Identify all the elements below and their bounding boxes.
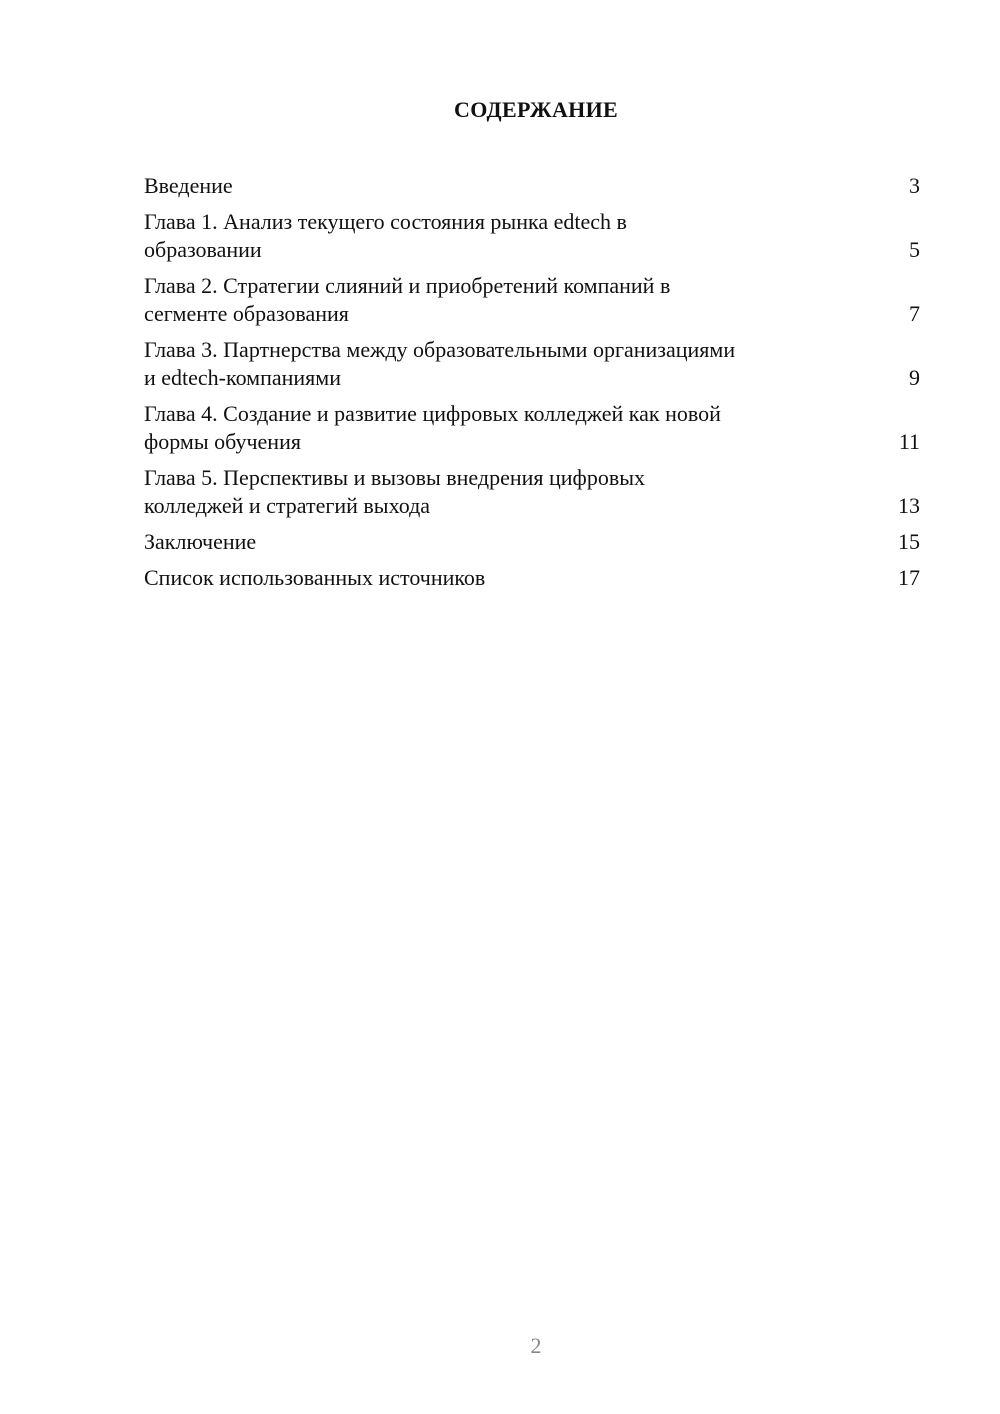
table-of-contents — [144, 172, 920, 600]
toc-entry-conclusion[interactable] — [144, 528, 920, 556]
toc-entry-chapter-4[interactable] — [144, 400, 920, 456]
toc-entry-label: Заключение — [144, 529, 257, 554]
toc-entry-page: 7 — [909, 301, 920, 326]
toc-entry-label: Глава 3. Партнерства между образовательными организациями и edtech-компаниями — [144, 337, 736, 390]
toc-entry-label: Список использованных источников — [144, 565, 486, 590]
toc-entry-label: Глава 4. Создание и развитие цифровых колледжей как новой формы обучения — [144, 401, 721, 454]
toc-entry-chapter-3[interactable] — [144, 336, 920, 392]
toc-entry-introduction[interactable] — [144, 172, 920, 200]
toc-entry-chapter-2[interactable] — [144, 272, 920, 328]
toc-entry-label: Глава 1. Анализ текущего состояния рынка edtech в образовании — [144, 209, 627, 262]
toc-entry-references[interactable] — [144, 564, 920, 592]
toc-entry-label: Глава 2. Стратегии слияний и приобретений компаний в сегменте образования — [144, 273, 671, 326]
toc-entry-chapter-1[interactable] — [144, 208, 920, 264]
toc-entry-chapter-5[interactable] — [144, 464, 920, 520]
toc-entry-page: 9 — [909, 365, 920, 390]
toc-entry-page: 3 — [909, 173, 920, 198]
page-number: 2 — [530, 1333, 542, 1358]
page-title: СОДЕРЖАНИЕ — [454, 97, 618, 122]
toc-entry-page: 13 — [898, 493, 920, 518]
toc-entry-page: 11 — [898, 429, 920, 454]
toc-entry-page: 5 — [909, 237, 920, 262]
toc-entry-page: 17 — [898, 565, 920, 590]
toc-entry-label: Глава 5. Перспективы и вызовы внедрения цифровых колледжей и стратегий выхода — [144, 465, 645, 518]
toc-entry-label: Введение — [144, 173, 233, 198]
toc-entry-page: 15 — [898, 529, 920, 554]
